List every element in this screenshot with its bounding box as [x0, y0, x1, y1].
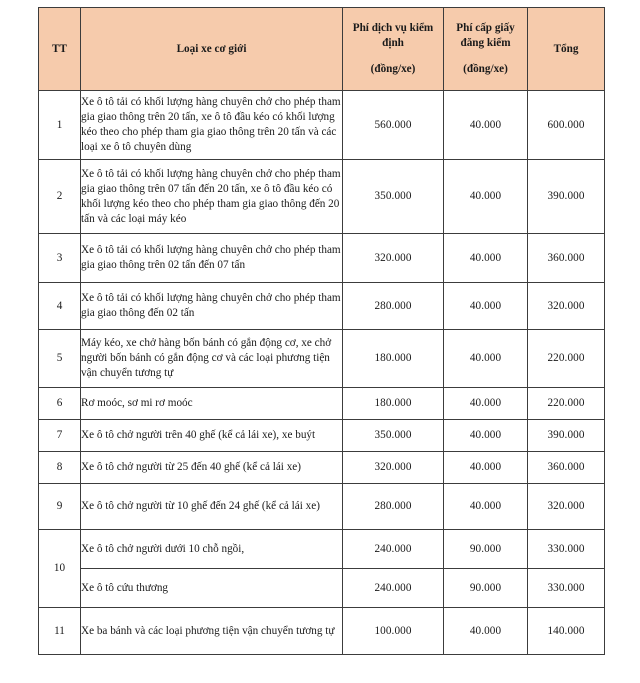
- column-header-certificate-fee: [444, 8, 528, 91]
- inspection-fee: 240.000: [343, 569, 444, 608]
- total-fee: 330.000: [528, 569, 605, 608]
- column-header-certificate-fee-label: Phí cấp giấy đăng kiểm: [456, 22, 515, 49]
- total-fee: 600.000: [528, 91, 605, 160]
- column-header-inspection-fee-unit: (đồng/xe): [370, 63, 416, 75]
- total-fee: 390.000: [528, 160, 605, 234]
- inspection-fee: 320.000: [343, 452, 444, 484]
- certificate-fee: 40.000: [444, 160, 528, 234]
- inspection-fee: 350.000: [343, 420, 444, 452]
- vehicle-inspection-fee-table: [38, 7, 605, 655]
- column-header-certificate-fee-unit: (đồng/xe): [463, 63, 508, 75]
- vehicle-type: Xe ô tô chở người dưới 10 chỗ ngồi,: [81, 530, 343, 569]
- column-header-vehicle-type-label: Loại xe cơ giới: [176, 42, 247, 55]
- inspection-fee: 180.000: [343, 330, 444, 388]
- inspection-fee: 240.000: [343, 530, 444, 569]
- certificate-fee: 40.000: [444, 91, 528, 160]
- vehicle-type: Xe ô tô chở người từ 25 đến 40 ghế (kể cả lái xe): [81, 452, 343, 484]
- vehicle-type: Xe ô tô tải có khối lượng hàng chuyên chở cho phép tham gia giao thông trên 20 tấn, xe ô tô đầu kéo có khối lượng kéo theo cho phép tham gia giao thông trên 20 tấn và các loại xe ô tô chuyên dùng: [81, 91, 343, 160]
- vehicle-type: Rơ moóc, sơ mi rơ moóc: [81, 388, 343, 420]
- column-header-vehicle-type: [81, 8, 343, 91]
- total-fee: 220.000: [528, 388, 605, 420]
- header-row: [39, 8, 605, 91]
- table-row: [39, 420, 605, 452]
- certificate-fee: 40.000: [444, 388, 528, 420]
- certificate-fee: 40.000: [444, 330, 528, 388]
- total-fee: 320.000: [528, 283, 605, 330]
- total-fee: 140.000: [528, 608, 605, 655]
- vehicle-type: Xe ô tô tải có khối lượng hàng chuyên chở cho phép tham gia giao thông trên 02 tấn đến 07 tấn: [81, 234, 343, 283]
- table-body: [39, 91, 605, 655]
- inspection-fee: 320.000: [343, 234, 444, 283]
- certificate-fee: 40.000: [444, 283, 528, 330]
- table-row: [39, 608, 605, 655]
- total-fee: 390.000: [528, 420, 605, 452]
- row-index: 5: [39, 330, 81, 388]
- inspection-fee: 350.000: [343, 160, 444, 234]
- row-index: 10: [39, 530, 81, 608]
- table-row: [39, 160, 605, 234]
- row-index: 6: [39, 388, 81, 420]
- column-header-tt: [39, 8, 81, 91]
- vehicle-type: Xe ô tô tải có khối lượng hàng chuyên chở cho phép tham gia giao thông đến 02 tấn: [81, 283, 343, 330]
- table-row: [39, 452, 605, 484]
- inspection-fee: 560.000: [343, 91, 444, 160]
- vehicle-type: Xe ô tô cứu thương: [81, 569, 343, 608]
- vehicle-type: Máy kéo, xe chở hàng bốn bánh có gắn động cơ, xe chở người bốn bánh có gắn động cơ và các loại phương tiện vận chuyển tương tự: [81, 330, 343, 388]
- certificate-fee: 40.000: [444, 234, 528, 283]
- column-header-inspection-fee: [343, 8, 444, 91]
- total-fee: 360.000: [528, 452, 605, 484]
- row-index: 4: [39, 283, 81, 330]
- table-row: [39, 234, 605, 283]
- total-fee: 330.000: [528, 530, 605, 569]
- table-row: [39, 388, 605, 420]
- inspection-fee: 280.000: [343, 484, 444, 530]
- table-header: [39, 8, 605, 91]
- table-row: [39, 484, 605, 530]
- vehicle-type: Xe ba bánh và các loại phương tiện vận chuyển tương tự: [81, 608, 343, 655]
- column-header-inspection-fee-label: Phí dịch vụ kiểm định: [352, 22, 434, 49]
- table-row: [39, 91, 605, 160]
- table-row: [39, 330, 605, 388]
- row-index: 7: [39, 420, 81, 452]
- certificate-fee: 40.000: [444, 452, 528, 484]
- table-row: [39, 569, 605, 608]
- row-index: 3: [39, 234, 81, 283]
- certificate-fee: 90.000: [444, 569, 528, 608]
- row-index: 11: [39, 608, 81, 655]
- row-index: 9: [39, 484, 81, 530]
- total-fee: 220.000: [528, 330, 605, 388]
- vehicle-type: Xe ô tô tải có khối lượng hàng chuyên chở cho phép tham gia giao thông trên 07 tấn đến 20 tấn, xe ô tô đầu kéo có khối lượng kéo theo cho phép tham gia giao thông đến 20 tấn và các loại máy kéo: [81, 160, 343, 234]
- vehicle-type: Xe ô tô chở người từ 10 ghế đến 24 ghế (kể cả lái xe): [81, 484, 343, 530]
- row-index: 2: [39, 160, 81, 234]
- table-row: [39, 530, 605, 569]
- vehicle-type: Xe ô tô chở người trên 40 ghế (kể cả lái xe), xe buýt: [81, 420, 343, 452]
- certificate-fee: 40.000: [444, 608, 528, 655]
- inspection-fee: 280.000: [343, 283, 444, 330]
- inspection-fee: 100.000: [343, 608, 444, 655]
- table-row: [39, 283, 605, 330]
- column-header-tt-label: TT: [52, 42, 67, 55]
- certificate-fee: 40.000: [444, 484, 528, 530]
- row-index: 8: [39, 452, 81, 484]
- certificate-fee: 90.000: [444, 530, 528, 569]
- inspection-fee: 180.000: [343, 388, 444, 420]
- column-header-total-label: Tổng: [553, 42, 579, 55]
- certificate-fee: 40.000: [444, 420, 528, 452]
- total-fee: 360.000: [528, 234, 605, 283]
- total-fee: 320.000: [528, 484, 605, 530]
- column-header-total: [528, 8, 605, 91]
- row-index: 1: [39, 91, 81, 160]
